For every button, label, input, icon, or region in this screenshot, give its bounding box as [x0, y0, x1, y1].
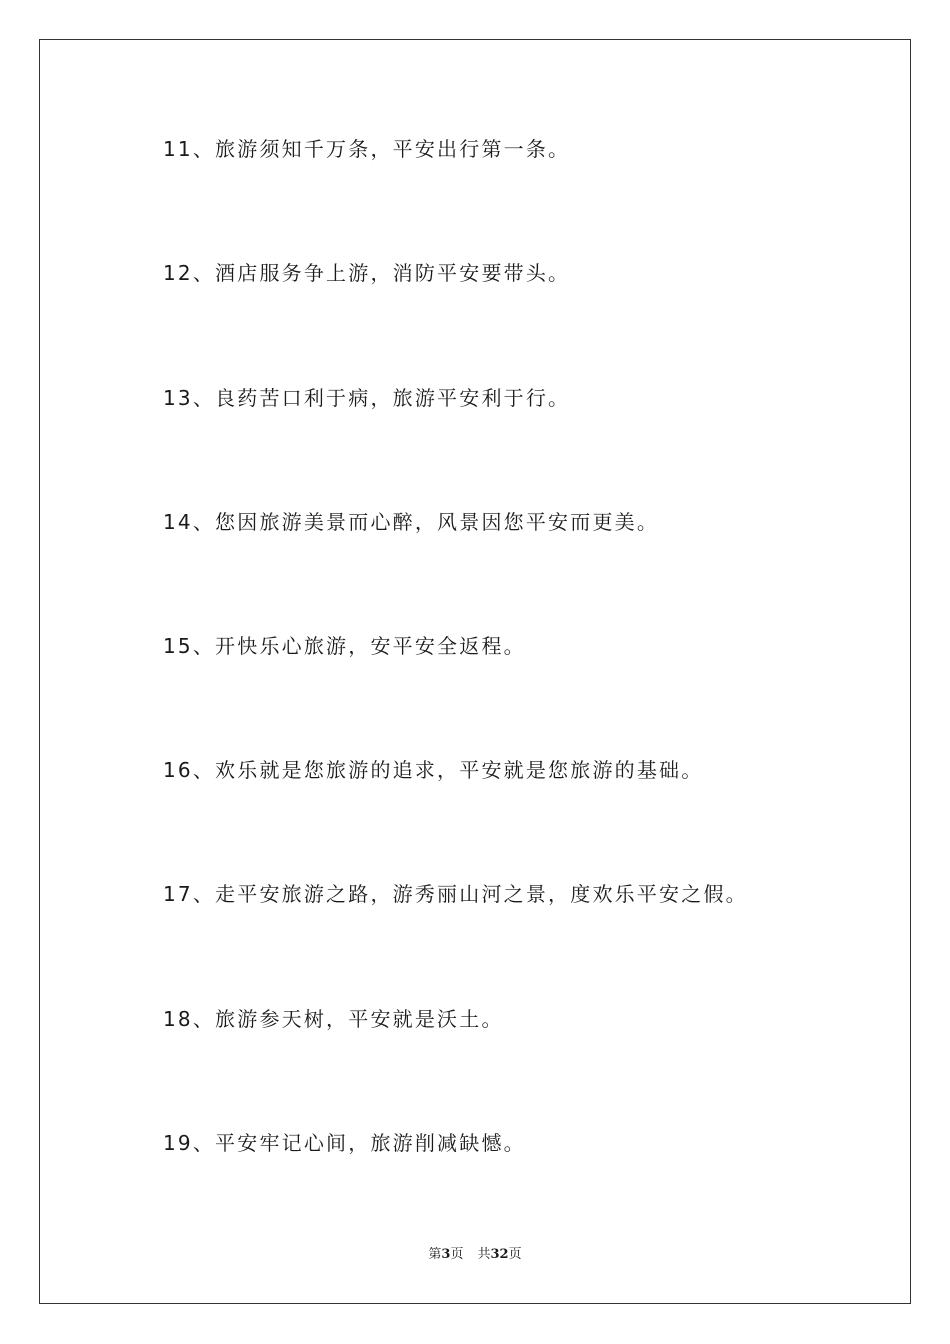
total-prefix: 共 — [477, 1247, 491, 1262]
page-prefix: 第 — [428, 1247, 442, 1262]
page-footer — [0, 1246, 950, 1264]
list-item: 11、旅游须知千万条，平安出行第一条。 — [163, 137, 571, 161]
current-page-number: 3 — [441, 1247, 451, 1262]
total-pages-number: 32 — [490, 1247, 509, 1262]
list-item: 18、旅游参天树，平安就是沃土。 — [163, 1007, 504, 1031]
list-item: 12、酒店服务争上游，消防平安要带头。 — [163, 261, 571, 285]
page-suffix: 页 — [450, 1247, 464, 1262]
list-item: 15、开快乐心旅游，安平安全返程。 — [163, 634, 526, 658]
list-item: 16、欢乐就是您旅游的追求，平安就是您旅游的基础。 — [163, 758, 704, 782]
list-item: 19、平安牢记心间，旅游削减缺憾。 — [163, 1131, 526, 1155]
total-suffix: 页 — [508, 1247, 522, 1262]
list-item: 14、您因旅游美景而心醉，风景因您平安而更美。 — [163, 510, 660, 534]
list-item: 13、良药苦口利于病，旅游平安利于行。 — [163, 386, 571, 410]
list-item: 17、走平安旅游之路，游秀丽山河之景，度欢乐平安之假。 — [163, 882, 748, 906]
page-border — [39, 39, 911, 1304]
